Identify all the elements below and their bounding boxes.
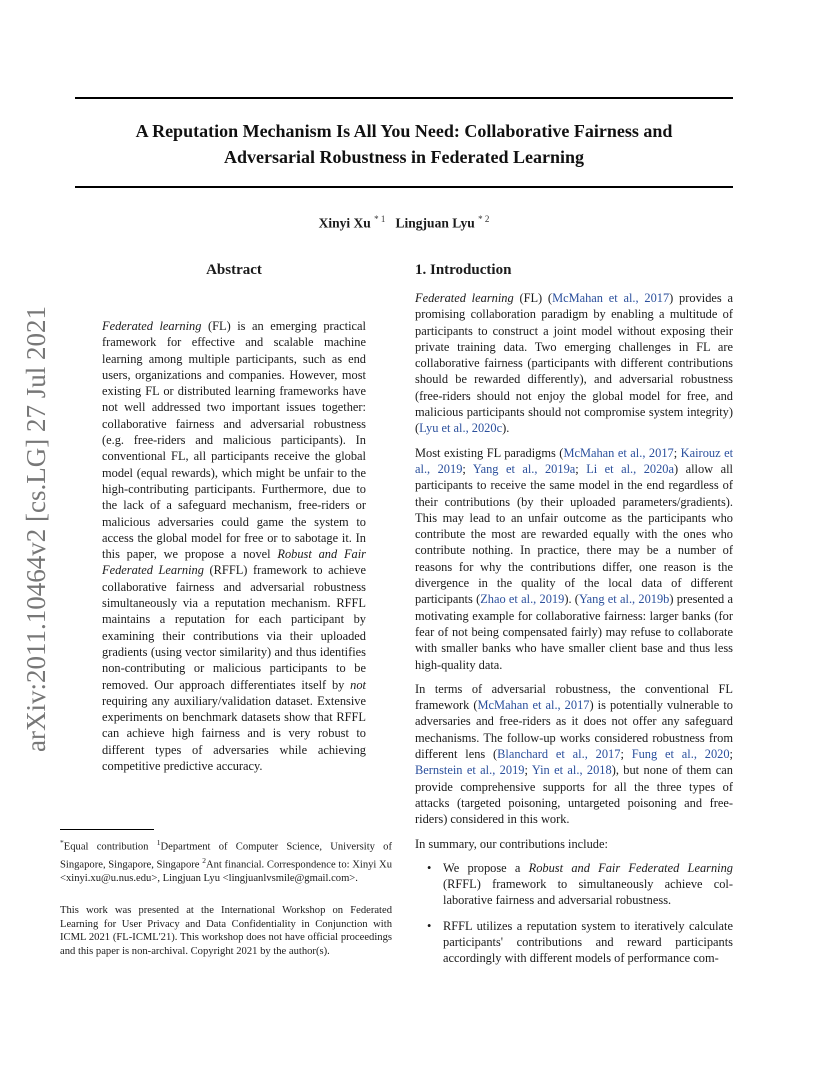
- list-item-text: (RFFL) framework to simultaneously achieve collaborative fairness and adversarial robustness.: [443, 877, 733, 908]
- footnote-mark: 1: [156, 838, 161, 847]
- abstract-text: (FL) is an emerging practical framework for effective and scalable machine learning among multiple participants, such as end users, organizations and companies. However, most existing FL or distributed learning frameworks have not well addressed two important issues together: collaborative fairness and adversarial robustness (e.g. free-riders and malicious participants). In conventional FL, all participants receive the global model (equal rewards), which might be unfair to the high-contributing participants. Furthermore, due to the lack of a safeguard mechanism, free-riders or malicious adversaries could game the system to access the global model for free or to sabotage it. In this paper, we propose a novel: [102, 319, 367, 562]
- framework-name: Robust and Fair Federated Learning: [102, 547, 366, 578]
- introduction-section: [415, 258, 733, 976]
- citation-link[interactable]: Li et al., 2020a: [586, 461, 674, 476]
- title-line-2: Adversarial Robustness in Federated Learning: [224, 147, 584, 167]
- footnote-text: Ant financial. Correspondence to: Xinyi Xu <xinyi.xu@u.nus.edu>, Lingjuan Lyu <lingjuanlvsmile@gmail.com>.: [60, 859, 392, 885]
- intro-text: ). (: [564, 592, 579, 607]
- citation-link[interactable]: McMahan et al., 2017: [563, 445, 674, 460]
- emphasis-not: not: [350, 677, 366, 692]
- intro-text: ;: [575, 461, 587, 476]
- author-name: Lingjuan Lyu: [395, 215, 475, 231]
- arxiv-identifier: arXiv:2011.10464v2 [cs.LG] 27 Jul 2021: [21, 306, 51, 752]
- citation-link[interactable]: Yang et al., 2019b: [578, 592, 670, 607]
- citation-link[interactable]: McMahan et al., 2017: [552, 291, 670, 305]
- intro-text: ;: [729, 747, 733, 762]
- footnote-text: Department of Computer Science, University of Singapore, Singapore, Singapore: [60, 841, 393, 871]
- footnote-rule: [60, 829, 154, 830]
- footnote-mark: 2: [202, 856, 206, 866]
- intro-paragraph-3: [415, 681, 733, 828]
- abstract-term: Federated learning: [102, 319, 202, 333]
- intro-paragraph-4: In summary, our contributions include:: [415, 836, 608, 851]
- contributions-list: [415, 860, 733, 967]
- intro-text: ) provides a promising collaboration paradigm by enabling a multitude of participants to construct a joint model without exposing their private training data. Two emerging challenges in FL are collaborative fairness (participants with different contributions should be rewarded differently), and adversarial robustness (free-riders should not enjoy the global model for free, and malicious participants should not compromise system integrity) (: [415, 291, 733, 436]
- intro-text: ) presented a motivating example for collaborative fairness: larger banks (for fear of not being compensated fairly) may refuse to collaborate with smaller banks who have smaller client base and thus less high-quality data.: [415, 592, 734, 672]
- citation-link[interactable]: Kairouz et al., 2019: [415, 445, 734, 476]
- intro-text: ;: [673, 445, 681, 460]
- intro-paragraph-2: [415, 445, 733, 673]
- framework-name: Robust and Fair Federated Learning: [528, 860, 733, 875]
- abstract-text: requiring any auxiliary/validation dataset. Extensive experiments on benchmark datasets show that RFFL can achieve high fairness and is very robust to different types of adversaries while achieving competitive predictive accuracy.: [102, 693, 366, 774]
- author-name: Xinyi Xu: [318, 215, 371, 231]
- list-item-text: RFFL utilizes a reputation system to iteratively calculate participants' contributions and reward participants accordingly with different models of performance com-: [443, 918, 733, 966]
- abstract-heading: Abstract: [206, 262, 262, 278]
- list-item-text: We propose a: [443, 860, 529, 875]
- intro-text: In terms of adversarial robustness, the conventional FL framework (: [415, 681, 733, 713]
- intro-text: ) allow all participants to receive the same model in the end regardless of their contributions (by their uploaded parameters/gradients). This may lead to an unfair outcome as the participants who contribute the most are rewarded equally with the ones who contribute nothing. In practice, there may be a number of reasons for why the contributions differ, one reason is the divergence in the quality of the local data of different participants (: [415, 461, 733, 607]
- intro-text: ), but none of them can provide comprehensive supports for all the three types of attacks (targeted poisoning, untargeted poisoning and free-riders) considered in this work.: [415, 763, 733, 827]
- citation-link[interactable]: Blanchard et al., 2017: [497, 747, 621, 762]
- title-top-rule: [75, 97, 733, 99]
- intro-text: ;: [524, 763, 532, 778]
- footnote-mark: *: [60, 838, 64, 847]
- intro-text: ;: [462, 461, 473, 476]
- author-affiliation-marks: * 2: [478, 214, 490, 224]
- citation-link[interactable]: Yin et al., 2018: [531, 763, 612, 778]
- intro-text: ;: [620, 747, 632, 762]
- citation-link[interactable]: Lyu et al., 2020c: [419, 421, 503, 436]
- introduction-heading: 1. Introduction: [415, 262, 512, 278]
- intro-paragraph-1: [415, 290, 733, 437]
- abstract-text: (RFFL) framework to achieve collaborative fairness and adversarial robustness simultaneously via a reputation mechanism. RFFL maintains a reputation for each participant by examining their contributions via their uploaded gradients (using vector similarity) and thus identifies non-contributing or malicious participants to be removed. Our approach differentiates itself by: [102, 563, 366, 692]
- title-line-1: A Reputation Mechanism Is All You Need: Collaborative Fairness and: [135, 121, 673, 141]
- intro-text: ) is potentially vulnerable to adversaries and free-riders as it does not offer any safeguard mechanisms. The follow-up works considered robustness from different lens (: [415, 698, 733, 762]
- citation-link[interactable]: Yang et al., 2019a: [472, 461, 576, 476]
- abstract-section: [102, 258, 366, 774]
- workshop-note: This work was presented at the International Workshop on Federated Learning for User Privacy and Data Confidentiality in Conjunction with ICML 2021 (FL-ICML'21). This workshop does not have official proceedings and this paper is non-archival. Copyright 2021 by the author(s).: [60, 905, 392, 957]
- citation-link[interactable]: Bernstein et al., 2019: [415, 763, 525, 778]
- bullet-icon: •: [427, 860, 432, 875]
- affiliation-footnote: [60, 836, 392, 886]
- author-list: [75, 214, 733, 232]
- abstract-body: [102, 318, 366, 774]
- list-item: [415, 860, 733, 909]
- citation-link[interactable]: McMahan et al., 2017: [477, 698, 590, 713]
- author-affiliation-marks: * 1: [374, 214, 386, 224]
- list-item: [415, 918, 733, 967]
- intro-text: Most existing FL paradigms (: [415, 445, 564, 460]
- intro-text: ).: [502, 421, 510, 436]
- citation-link[interactable]: Zhao et al., 2019: [480, 592, 565, 607]
- paper-title: [75, 118, 733, 170]
- citation-link[interactable]: Fung et al., 2020: [631, 747, 730, 762]
- intro-text: (FL) (: [513, 291, 553, 305]
- footnote-text: Equal contribution: [63, 841, 157, 853]
- intro-term: Federated learning: [415, 291, 514, 305]
- title-bottom-rule: [75, 186, 733, 188]
- bullet-icon: •: [427, 918, 432, 933]
